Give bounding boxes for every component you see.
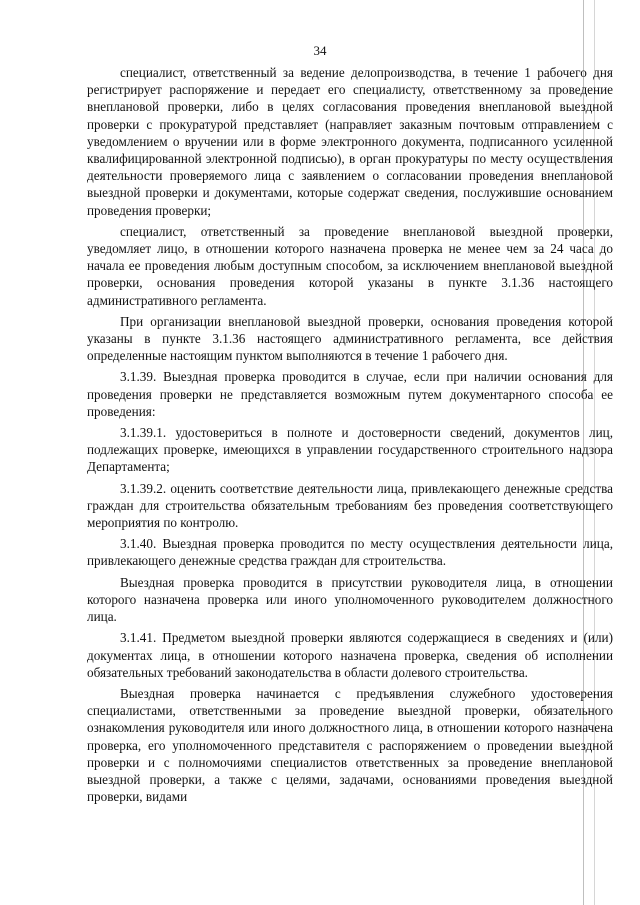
paragraph-4: 3.1.39. Выездная проверка проводится в случае, если при наличии основания для проведения проверки не представляется возможным путем документарного способа ее проведения:: [87, 369, 613, 419]
paragraph-8: Выездная проверка проводится в присутствии руководителя лица, в отношении которого назначена проверка или иного уполномоченного руководителем должностного лица.: [87, 574, 613, 625]
paragraph-1: специалист, ответственный за ведение делопроизводства, в течение 1 рабочего дня регистрирует распоряжение и передает его специалисту, ответственному за проведение внеплановой проверки, либо в целях согласования проведения внеплановой выездной проверки с прокуратурой представляет (направляет заказным почтовым отправлением с уведомлением о вручении или в форме электронного документа, подписанного усиленной квалифицированной электронной подписью), в орган прокуратуры по месту осуществления деятельности проверяемого лица с заявлением о согласовании проведения внеплановой выездной проверки и документами, которые содержат сведения, послужившие основанием проведения проверки;: [87, 65, 613, 218]
document-body: [87, 64, 613, 809]
paragraph-6: 3.1.39.2. оценить соответствие деятельности лица, привлекающего денежные средства граждан для строительства обязательным требованиям без проведения соответствующего мероприятия по контролю.: [87, 480, 613, 531]
paragraph-5: 3.1.39.1. удостовериться в полноте и достоверности сведений, документов лиц, подлежащих проверке, имеющихся в управлении государственного строительного надзора Департамента;: [87, 425, 613, 475]
paragraph-3: При организации внеплановой выездной проверки, основания проведения которой указаны в пункте 3.1.36 настоящего административного регламента, все действия определенные настоящим пунктом выполняются в течение 1 рабочего дня.: [87, 313, 613, 364]
paragraph-2: специалист, ответственный за проведение внеплановой выездной проверки, уведомляет лицо, в отношении которого назначена проверка не менее чем за 24 часа до начала ее проведения любым доступным способом, за исключением внеплановой выездной проверки, основания проведения которой указаны в пункте 3.1.36 настоящего административного регламента.: [87, 223, 613, 308]
page-number: 34: [313, 43, 327, 58]
paragraph-9: 3.1.41. Предметом выездной проверки являются содержащиеся в сведениях и (или) документах лица, в отношении которого назначена проверка, сведения об исполнении обязательных требований законодательства в области долевого строительства.: [87, 630, 613, 680]
paragraph-10: Выездная проверка начинается с предъявления служебного удостоверения специалистами, ответственными за проведение выездной проверки, обязательного ознакомления руководителя или иного должностного лица, в отношении которого назначена проверка, его уполномоченного представителя с распоряжением о проведении выездной проверки и с полномочиями специалистов ответственных за проведение внеплановой выездной проверки, а также с целями, задачами, основаниями проведения выездной проверки, видами: [87, 685, 613, 805]
paragraph-7: 3.1.40. Выездная проверка проводится по месту осуществления деятельности лица, привлекающего денежные средства граждан для строительства.: [87, 536, 613, 569]
